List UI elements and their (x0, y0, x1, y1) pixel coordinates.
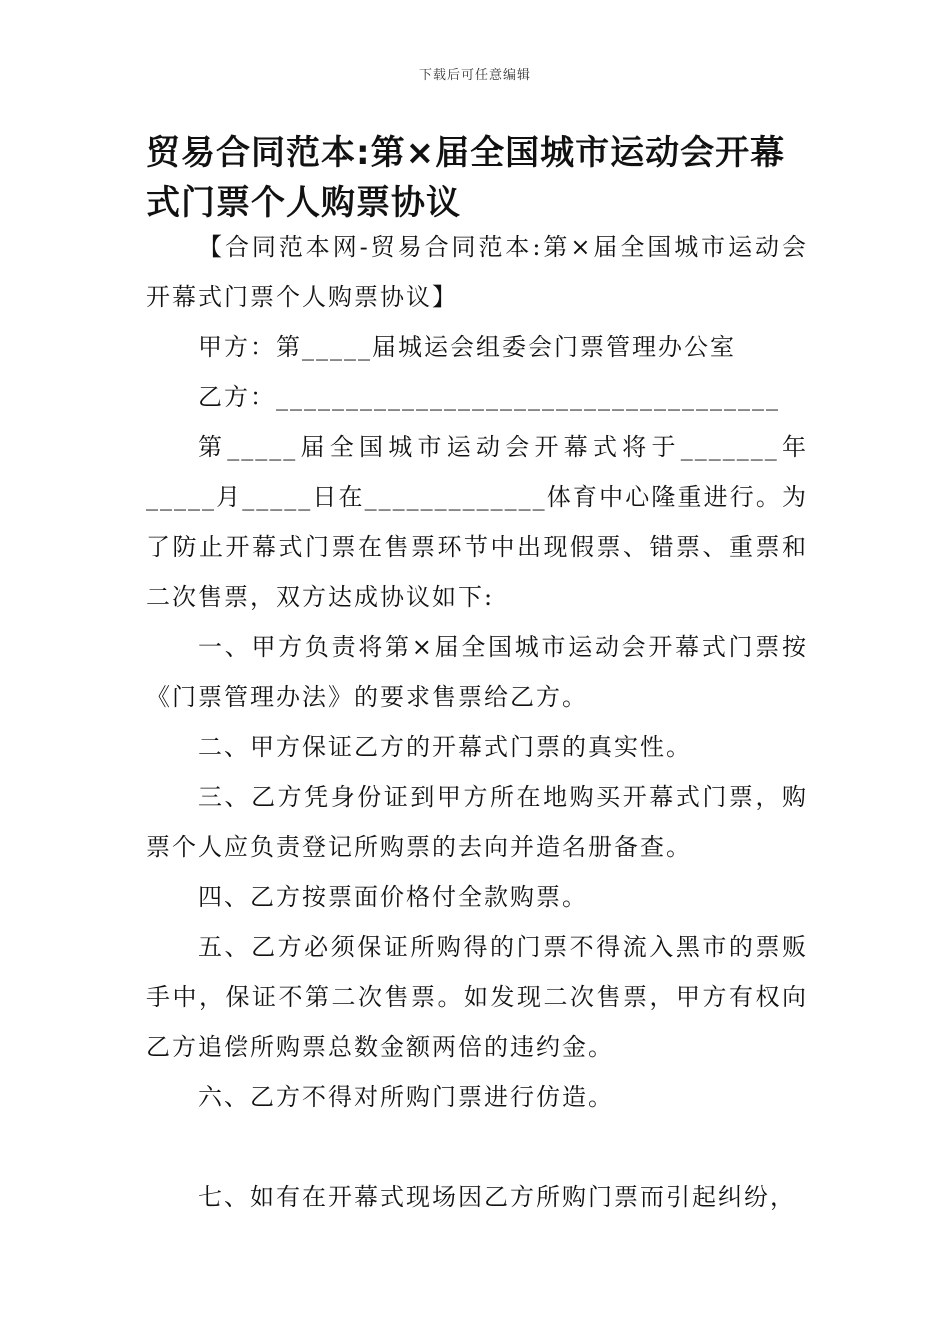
party-b-line: 乙方：____________________________________ (198, 383, 780, 411)
document-title: 贸易合同范本:第×届全国城市运动会开幕式门票个人购票协议 (146, 133, 786, 223)
clause-3: 三、乙方凭身份证到甲方所在地购买开幕式门票，购票个人应负责登记所购票的去向并造名册备查。 (146, 783, 808, 861)
clause-4: 四、乙方按票面价格付全款购票。 (198, 883, 588, 911)
clause-2: 二、甲方保证乙方的开幕式门票的真实性。 (198, 733, 692, 761)
clause-5: 五、乙方必须保证所购得的门票不得流入黑市的票贩手中，保证不第二次售票。如发现二次售票，甲方有权向乙方追偿所购票总数金额两倍的违约金。 (146, 933, 808, 1061)
clause-6: 六、乙方不得对所购门票进行仿造。 (198, 1083, 614, 1111)
document-body (146, 222, 808, 1222)
preamble-paragraph: 第_____届全国城市运动会开幕式将于_______年_____月_____日在_____________体育中心隆重进行。为了防止开幕式门票在售票环节中出现假票、错票、重票和二次售票，双方达成协议如下: (146, 433, 808, 611)
clause-1: 一、甲方负责将第×届全国城市运动会开幕式门票按《门票管理办法》的要求售票给乙方。 (146, 633, 808, 711)
clause-7: 七、如有在开幕式现场因乙方所购门票而引起纠纷， (198, 1183, 796, 1211)
page-header-note: 下载后可任意编辑 (418, 68, 531, 83)
party-a-line: 甲方：第_____届城运会组委会门票管理办公室 (198, 333, 736, 361)
intro-paragraph: 【合同范本网-贸易合同范本:第×届全国城市运动会开幕式门票个人购票协议】 (146, 233, 808, 311)
